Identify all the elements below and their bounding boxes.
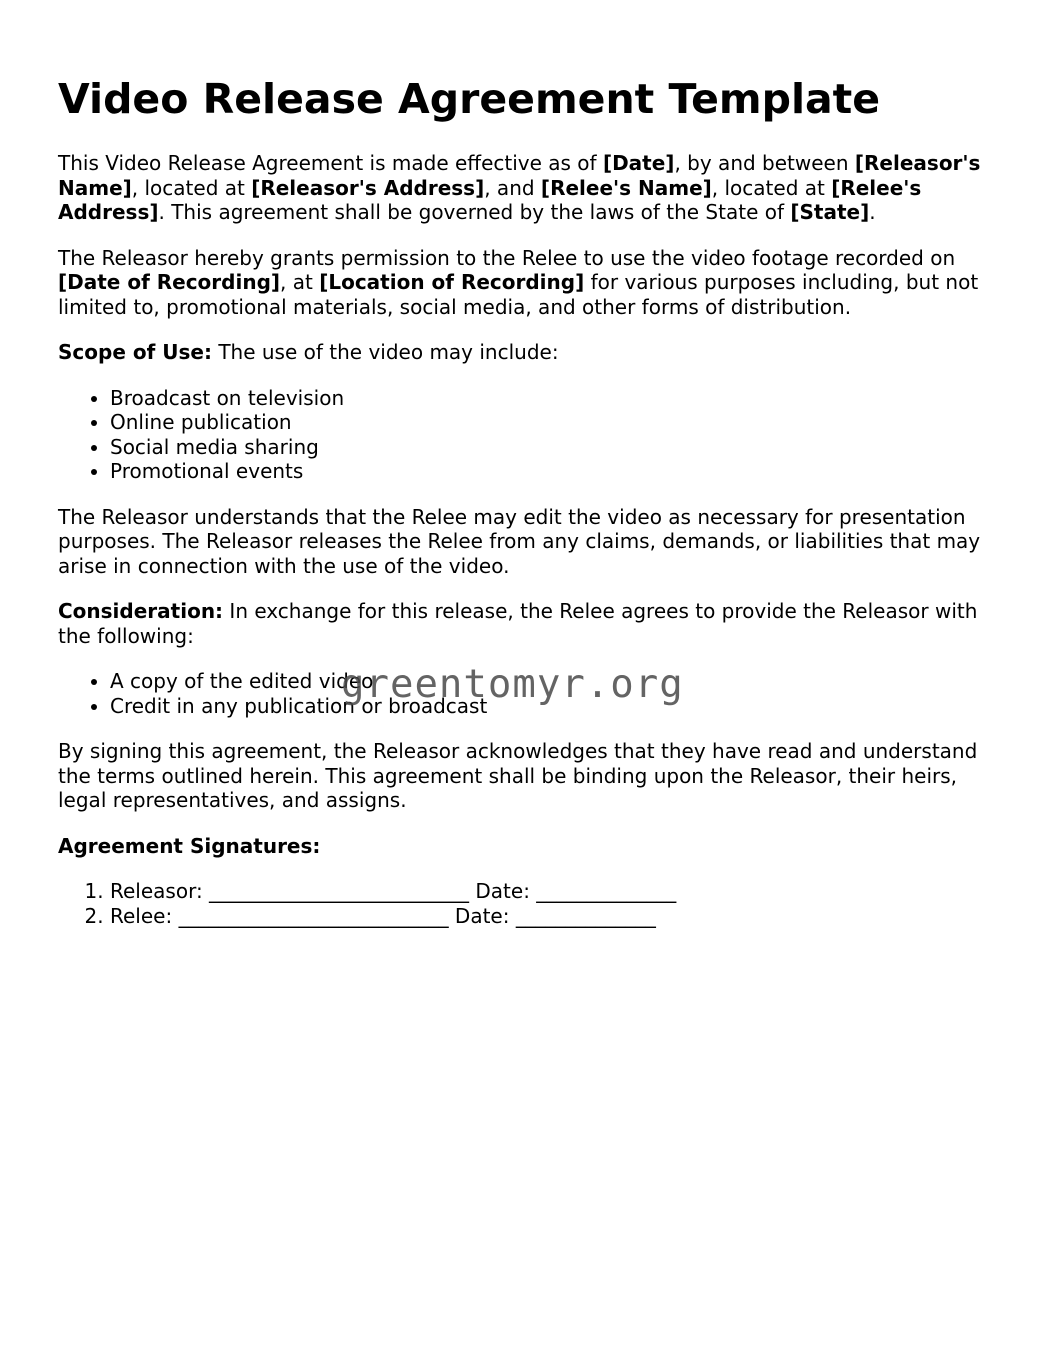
scope-text: The use of the video may include: <box>211 340 559 364</box>
signatures-heading-text: Agreement Signatures: <box>58 833 321 858</box>
consideration-list <box>58 669 1008 718</box>
relee-name-placeholder: [Relee's Name] <box>540 175 712 200</box>
list-item: • Online publication <box>110 410 1008 435</box>
relee-address-placeholder: [Relee's Address] <box>58 175 922 224</box>
document-title: Video Release Agreement Template <box>58 75 881 123</box>
list-item: • Broadcast on television <box>110 386 1008 411</box>
watermark: greentomyr.org <box>341 662 684 707</box>
grant-text-2: , at <box>280 270 320 294</box>
date-of-recording-placeholder: [Date of Recording] <box>58 270 281 294</box>
intro-text-1: This Video Release Agreement is made effective as of <box>58 151 603 175</box>
acknowledgement-paragraph: By signing this agreement, the Releasor acknowledges that they have read and understand the terms outlined herein. This agreement shall be binding upon the Releasor, their heirs, legal representatives, and assigns. <box>58 739 978 812</box>
consideration-label: Consideration: <box>58 599 224 623</box>
grant-paragraph <box>58 246 1008 320</box>
grant-text-1: The Releasor hereby grants permission to the Relee to use the video footage recorded on <box>58 245 956 270</box>
signature-line-relee: 2. Relee: ___________________________ Date: ______________ <box>110 904 1008 929</box>
date-placeholder: [Date] <box>602 151 675 175</box>
scope-label: Scope of Use: <box>58 340 212 364</box>
list-item: • Promotional events <box>110 459 1008 484</box>
intro-text-4: , and <box>484 175 541 200</box>
releasor-address-placeholder: [Releasor's Address] <box>251 175 485 200</box>
releasor-name-placeholder: [Releasor's Name] <box>58 151 981 200</box>
signature-line-releasor: 1. Releasor: __________________________ Date: ______________ <box>110 879 1008 904</box>
list-item: • Credit in any publication or broadcast <box>110 694 1008 719</box>
intro-text-2: , by and between <box>674 151 855 175</box>
scope-paragraph <box>58 340 1008 365</box>
list-item: • Social media sharing <box>110 435 1008 460</box>
consideration-text: In exchange for this release, the Relee agrees to provide the Releasor with the following: <box>58 599 978 648</box>
document-body <box>58 74 1008 949</box>
intro-text-5: , located at <box>711 175 832 200</box>
grant-text-3: for various purposes including, but not limited to, promotional materials, social media, and other forms of distribution. <box>58 270 979 319</box>
signatures-list <box>58 879 1008 928</box>
editing-paragraph: The Releasor understands that the Relee may edit the video as necessary for presentation purposes. The Releasor releases the Relee from any claims, demands, or liabilities that may arise in connection with the use of the video. <box>58 504 981 578</box>
intro-text-6: . This agreement shall be governed by the laws of the State of <box>158 200 791 224</box>
intro-paragraph <box>58 151 1008 225</box>
intro-text-3: , located at <box>131 175 252 200</box>
location-of-recording-placeholder: [Location of Recording] <box>319 270 585 294</box>
state-placeholder: [State] <box>790 200 870 224</box>
signatures-heading <box>58 834 1008 859</box>
intro-text-7: . <box>869 200 876 224</box>
list-item: • A copy of the edited video <box>110 669 1008 694</box>
scope-list <box>58 386 1008 484</box>
consideration-paragraph <box>58 599 1008 648</box>
